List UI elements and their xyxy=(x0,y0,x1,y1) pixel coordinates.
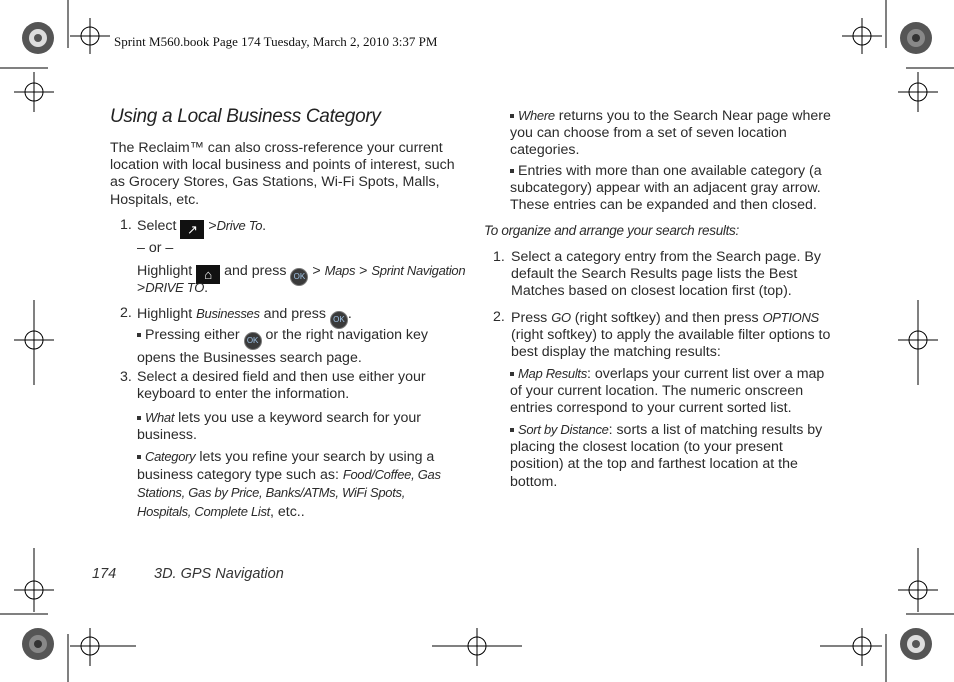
home-icon: ⌂ xyxy=(196,265,220,284)
bullet-icon xyxy=(137,416,141,420)
right-step-1-text: Select a category entry from the Search page. By default the Search Results page lists the Best Matches based on closest location first (top). xyxy=(511,249,821,300)
step-3-bullet-what: What lets you use a keyword search for your business. xyxy=(137,410,421,444)
step-number: 3. xyxy=(120,369,132,385)
or-separator: – or – xyxy=(137,240,174,256)
step-1-alt-line-2: >DRIVE TO. xyxy=(137,280,209,296)
section-title: Using a Local Business Category xyxy=(110,106,381,127)
map-results-bullet: Map Results: overlaps your current list over a map of your current location. The numeric onscreen entries correspond to your current sorted list. xyxy=(510,366,825,417)
bullet-icon xyxy=(137,333,141,337)
step-3-bullet-category: Category lets you refine your search by using a business category type such as: Food/Coffee, Gas Stations, Gas by Price, Banks/ATMs, WiFi Spots, Hospitals, Complete List, etc.. xyxy=(137,449,441,520)
right-step-2-text: Press GO (right softkey) and then press OPTIONS (right softkey) to apply the available filter options to best display the matching results: xyxy=(511,310,831,361)
step-number: 2. xyxy=(493,309,505,325)
entries-bullet: Entries with more than one available category (a subcategory) appear with an adjacent gray arrow. These entries can be expanded and then closed. xyxy=(510,163,822,214)
sort-by-distance-bullet: Sort by Distance: sorts a list of matching results by placing the closest location (to your present position) at the top and farthest location at the bottom. xyxy=(510,422,823,490)
step-1-line: Select ↗ >Drive To. xyxy=(137,218,267,237)
ok-key-icon: OK xyxy=(330,311,348,329)
ok-key-icon: OK xyxy=(244,332,262,350)
step-1-alt-line: Highlight ⌂ and press OK > Maps > Sprint Navigation xyxy=(137,262,457,286)
step-3-text: Select a desired field and then use either your keyboard to enter the information. xyxy=(137,369,426,403)
intro-paragraph: The Reclaim™ can also cross-reference your current location with local business and points of interest, such as Grocery Stores, Gas Stations, Wi-Fi Spots, Malls, Hospitals, etc. xyxy=(110,140,455,208)
ok-key-icon: OK xyxy=(290,268,308,286)
navigation-arrow-icon: ↗ xyxy=(180,220,204,239)
page-number: 174 xyxy=(92,566,117,582)
print-header: Sprint M560.book Page 174 Tuesday, March 2, 2010 3:37 PM xyxy=(114,34,438,49)
step-number: 1. xyxy=(120,217,132,233)
organize-heading: To organize and arrange your search results: xyxy=(484,223,739,238)
step-number: 1. xyxy=(493,249,505,265)
step-number: 2. xyxy=(120,305,132,321)
bullet-icon xyxy=(137,455,141,459)
step-2-line: Highlight Businesses and press OK . xyxy=(137,305,352,329)
bullet-icon xyxy=(510,114,514,118)
footer-section: 3D. GPS Navigation xyxy=(154,566,284,582)
step-2-bullet: Pressing either OK or the right navigation key opens the Businesses search page. xyxy=(137,327,429,366)
bullet-icon xyxy=(510,372,514,376)
bullet-icon xyxy=(510,428,514,432)
where-bullet: Where returns you to the Search Near page where you can choose from a set of seven location categories. xyxy=(510,108,831,159)
bullet-icon xyxy=(510,169,514,173)
